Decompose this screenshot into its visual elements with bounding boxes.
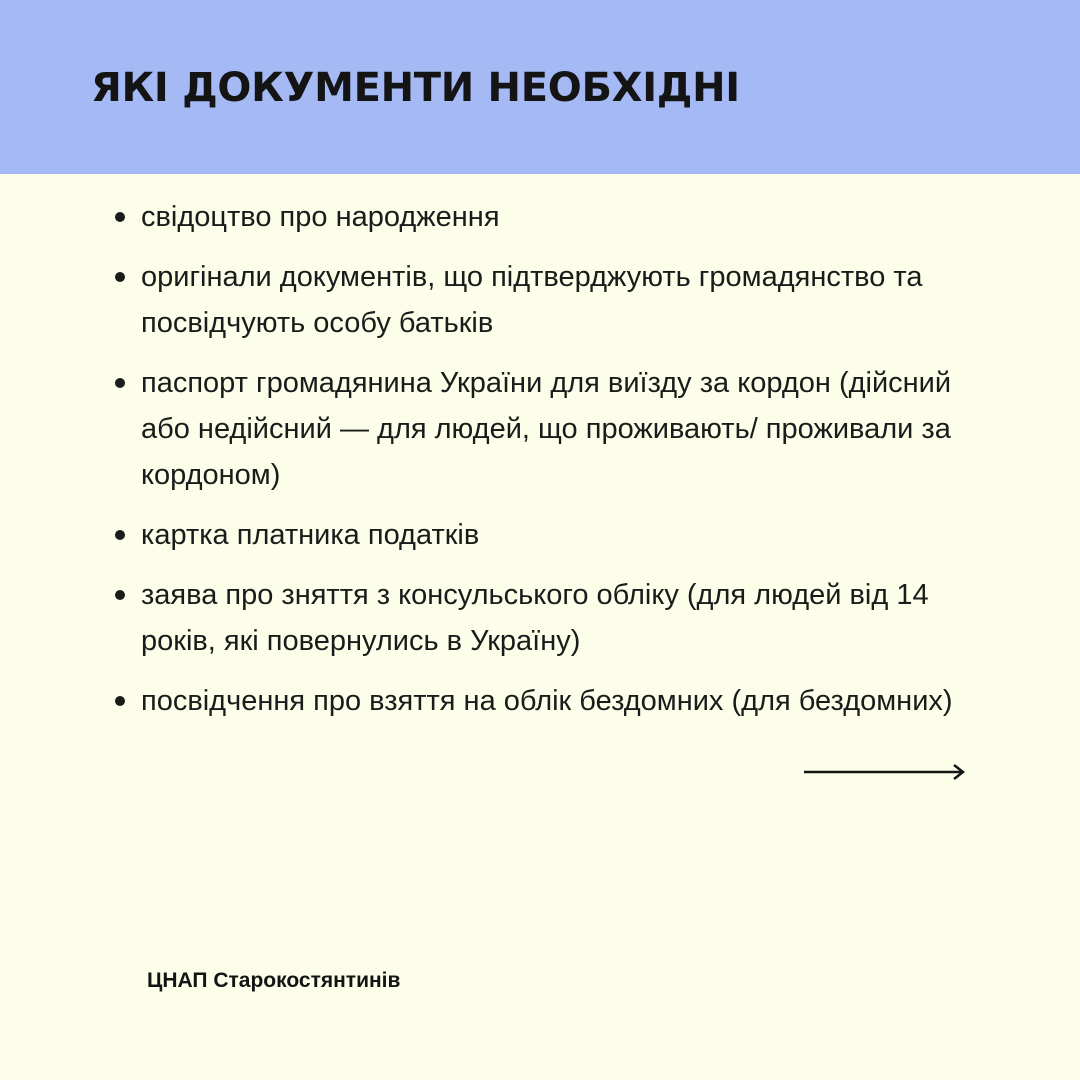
list-item: картка платника податків xyxy=(141,512,981,558)
page-title: ЯКІ ДОКУМЕНТИ НЕОБХІДНІ xyxy=(91,65,740,111)
organization-name: ЦНАП Старокостянтинів xyxy=(147,969,401,992)
list-item: паспорт громадянина України для виїзду за кордон (дійсний або недійсний — для людей, що проживають/ проживали за кордоном) xyxy=(141,360,981,498)
documents-list xyxy=(141,194,981,738)
list-item: свідоцтво про народження xyxy=(141,194,981,240)
arrow-right-icon[interactable] xyxy=(804,762,966,782)
list-item: оригінали документів, що підтверджують громадянство та посвідчують особу батьків xyxy=(141,254,981,346)
list-item: заява про зняття з консульського обліку (для людей від 14 років, які повернулись в Україну) xyxy=(141,572,981,664)
list-item: посвідчення про взяття на облік бездомних (для бездомних) xyxy=(141,678,981,724)
header-banner xyxy=(0,0,1080,174)
